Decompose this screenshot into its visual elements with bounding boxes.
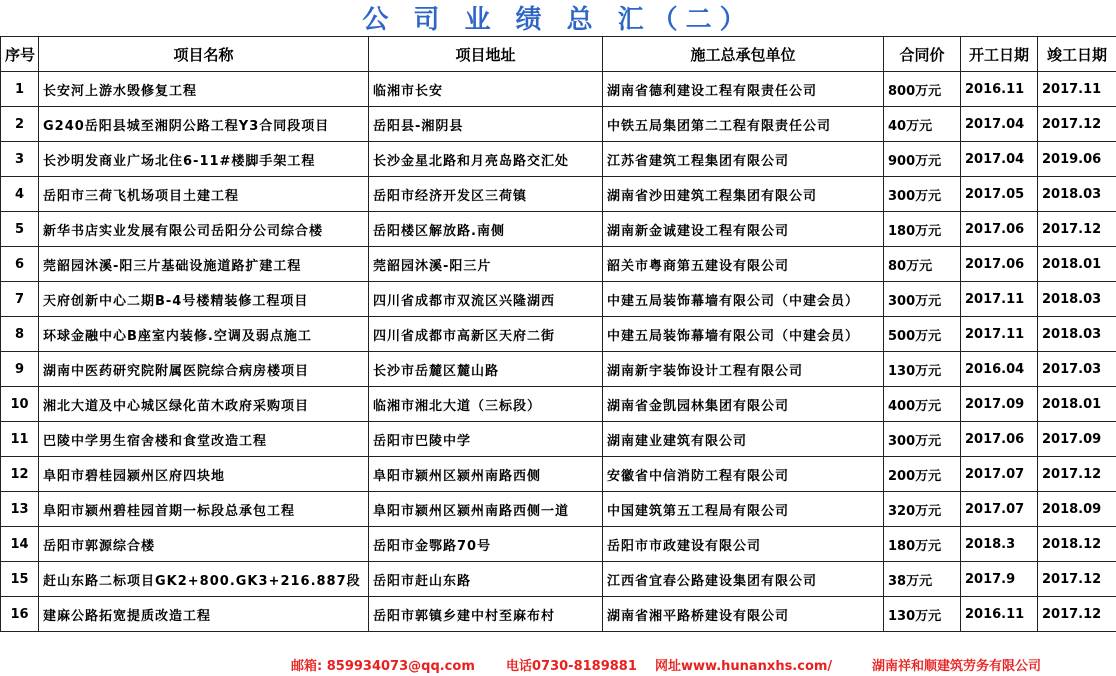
cell-contractor: 江西省宜春公路建设集团有限公司 bbox=[603, 562, 884, 597]
cell-contract-price: 40万元 bbox=[884, 107, 961, 142]
header-no: 序号 bbox=[1, 37, 39, 72]
cell-contractor: 湖南省金凯园林集团有限公司 bbox=[603, 387, 884, 422]
cell-project-address: 四川省成都市双流区兴隆湖西 bbox=[369, 282, 603, 317]
cell-contractor: 中国建筑第五工程局有限公司 bbox=[603, 492, 884, 527]
cell-end-date: 2017.09 bbox=[1038, 422, 1116, 457]
cell-contract-price: 900万元 bbox=[884, 142, 961, 177]
cell-contractor: 岳阳市市政建设有限公司 bbox=[603, 527, 884, 562]
cell-start-date: 2017.07 bbox=[961, 492, 1038, 527]
cell-contractor: 江苏省建筑工程集团有限公司 bbox=[603, 142, 884, 177]
cell-no: 11 bbox=[1, 422, 39, 457]
cell-end-date: 2017.11 bbox=[1038, 72, 1116, 107]
cell-contractor: 湖南省德利建设工程有限责任公司 bbox=[603, 72, 884, 107]
table-row bbox=[1, 457, 1116, 492]
contact-footer bbox=[0, 652, 1116, 676]
cell-project-name: 长安河上游水毁修复工程 bbox=[39, 72, 369, 107]
cell-no: 16 bbox=[1, 597, 39, 632]
cell-project-name: 建麻公路拓宽提质改造工程 bbox=[39, 597, 369, 632]
cell-no: 4 bbox=[1, 177, 39, 212]
table-row bbox=[1, 422, 1116, 457]
cell-contract-price: 300万元 bbox=[884, 177, 961, 212]
cell-start-date: 2017.11 bbox=[961, 282, 1038, 317]
cell-no: 5 bbox=[1, 212, 39, 247]
cell-contractor: 安徽省中信消防工程有限公司 bbox=[603, 457, 884, 492]
cell-project-name: 岳阳市三荷飞机场项目土建工程 bbox=[39, 177, 369, 212]
cell-contractor: 湖南新宇装饰设计工程有限公司 bbox=[603, 352, 884, 387]
page-title: 公 司 业 绩 总 汇（二） bbox=[362, 5, 754, 35]
cell-start-date: 2017.04 bbox=[961, 142, 1038, 177]
table-row bbox=[1, 317, 1116, 352]
table-row bbox=[1, 387, 1116, 422]
cell-contractor: 湖南省湘平路桥建设有限公司 bbox=[603, 597, 884, 632]
cell-project-name: 莞韶园沐溪-阳三片基础设施道路扩建工程 bbox=[39, 247, 369, 282]
cell-contract-price: 38万元 bbox=[884, 562, 961, 597]
cell-project-address: 临湘市长安 bbox=[369, 72, 603, 107]
header-start-date: 开工日期 bbox=[961, 37, 1038, 72]
cell-end-date: 2018.03 bbox=[1038, 177, 1116, 212]
cell-no: 12 bbox=[1, 457, 39, 492]
cell-contract-price: 400万元 bbox=[884, 387, 961, 422]
cell-project-address: 岳阳楼区解放路.南侧 bbox=[369, 212, 603, 247]
cell-end-date: 2017.12 bbox=[1038, 212, 1116, 247]
table-row bbox=[1, 247, 1116, 282]
cell-start-date: 2016.11 bbox=[961, 72, 1038, 107]
cell-contract-price: 130万元 bbox=[884, 597, 961, 632]
table-row bbox=[1, 492, 1116, 527]
cell-end-date: 2017.12 bbox=[1038, 457, 1116, 492]
table-row bbox=[1, 597, 1116, 632]
cell-start-date: 2017.9 bbox=[961, 562, 1038, 597]
table-row bbox=[1, 527, 1116, 562]
table-row bbox=[1, 107, 1116, 142]
cell-no: 9 bbox=[1, 352, 39, 387]
cell-no: 6 bbox=[1, 247, 39, 282]
cell-contractor: 韶关市粤商第五建设有限公司 bbox=[603, 247, 884, 282]
cell-contract-price: 130万元 bbox=[884, 352, 961, 387]
cell-no: 13 bbox=[1, 492, 39, 527]
cell-project-address: 临湘市湘北大道（三标段） bbox=[369, 387, 603, 422]
cell-contract-price: 300万元 bbox=[884, 422, 961, 457]
cell-contract-price: 800万元 bbox=[884, 72, 961, 107]
cell-start-date: 2017.11 bbox=[961, 317, 1038, 352]
cell-project-name: G240岳阳县城至湘阴公路工程Y3合同段项目 bbox=[39, 107, 369, 142]
cell-start-date: 2017.06 bbox=[961, 422, 1038, 457]
cell-no: 2 bbox=[1, 107, 39, 142]
cell-project-name: 新华书店实业发展有限公司岳阳分公司综合楼 bbox=[39, 212, 369, 247]
cell-contract-price: 300万元 bbox=[884, 282, 961, 317]
cell-no: 8 bbox=[1, 317, 39, 352]
cell-project-address: 岳阳市巴陵中学 bbox=[369, 422, 603, 457]
cell-project-address: 阜阳市颍州区颍州南路西侧一道 bbox=[369, 492, 603, 527]
cell-start-date: 2017.05 bbox=[961, 177, 1038, 212]
cell-start-date: 2016.11 bbox=[961, 597, 1038, 632]
cell-contract-price: 180万元 bbox=[884, 212, 961, 247]
cell-contract-price: 180万元 bbox=[884, 527, 961, 562]
cell-end-date: 2018.03 bbox=[1038, 317, 1116, 352]
cell-no: 10 bbox=[1, 387, 39, 422]
cell-project-address: 岳阳市赶山东路 bbox=[369, 562, 603, 597]
cell-project-name: 湘北大道及中心城区绿化苗木政府采购项目 bbox=[39, 387, 369, 422]
cell-contractor: 湖南新金诚建设工程有限公司 bbox=[603, 212, 884, 247]
cell-contractor: 中建五局装饰幕墙有限公司（中建会员） bbox=[603, 317, 884, 352]
cell-end-date: 2018.01 bbox=[1038, 387, 1116, 422]
header-contract-price: 合同价 bbox=[884, 37, 961, 72]
footer-website: 网址www.hunanxhs.com/ bbox=[655, 659, 833, 674]
cell-project-name: 赶山东路二标项目GK2+800.GK3+216.887段 bbox=[39, 562, 369, 597]
cell-project-name: 环球金融中心B座室内装修.空调及弱点施工 bbox=[39, 317, 369, 352]
table-row bbox=[1, 562, 1116, 597]
cell-contractor: 中建五局装饰幕墙有限公司（中建会员） bbox=[603, 282, 884, 317]
cell-start-date: 2017.04 bbox=[961, 107, 1038, 142]
cell-contractor: 中铁五局集团第二工程有限责任公司 bbox=[603, 107, 884, 142]
cell-start-date: 2017.06 bbox=[961, 247, 1038, 282]
cell-end-date: 2017.03 bbox=[1038, 352, 1116, 387]
cell-end-date: 2018.01 bbox=[1038, 247, 1116, 282]
table-header-row bbox=[1, 37, 1116, 72]
cell-project-address: 长沙市岳麓区麓山路 bbox=[369, 352, 603, 387]
cell-contractor: 湖南省沙田建筑工程集团有限公司 bbox=[603, 177, 884, 212]
cell-end-date: 2018.12 bbox=[1038, 527, 1116, 562]
cell-end-date: 2019.06 bbox=[1038, 142, 1116, 177]
table-row bbox=[1, 72, 1116, 107]
cell-project-address: 阜阳市颍州区颍州南路西侧 bbox=[369, 457, 603, 492]
cell-start-date: 2017.09 bbox=[961, 387, 1038, 422]
footer-company: 湖南祥和顺建筑劳务有限公司 bbox=[872, 659, 1042, 674]
table-row bbox=[1, 177, 1116, 212]
cell-end-date: 2017.12 bbox=[1038, 107, 1116, 142]
cell-project-address: 岳阳市金鄂路70号 bbox=[369, 527, 603, 562]
cell-contractor: 湖南建业建筑有限公司 bbox=[603, 422, 884, 457]
cell-no: 7 bbox=[1, 282, 39, 317]
footer-phone: 电话0730-8189881 bbox=[506, 659, 637, 674]
cell-contract-price: 200万元 bbox=[884, 457, 961, 492]
cell-project-name: 巴陵中学男生宿舍楼和食堂改造工程 bbox=[39, 422, 369, 457]
header-project-address: 项目地址 bbox=[369, 37, 603, 72]
cell-project-name: 湖南中医药研究院附属医院综合病房楼项目 bbox=[39, 352, 369, 387]
cell-project-name: 阜阳市碧桂园颍州区府四块地 bbox=[39, 457, 369, 492]
cell-contract-price: 80万元 bbox=[884, 247, 961, 282]
header-contractor: 施工总承包单位 bbox=[603, 37, 884, 72]
cell-start-date: 2018.3 bbox=[961, 527, 1038, 562]
cell-project-address: 莞韶园沐溪-阳三片 bbox=[369, 247, 603, 282]
cell-project-name: 长沙明发商业广场北住6-11#楼脚手架工程 bbox=[39, 142, 369, 177]
table-row bbox=[1, 212, 1116, 247]
cell-contract-price: 320万元 bbox=[884, 492, 961, 527]
cell-project-name: 天府创新中心二期B-4号楼精装修工程项目 bbox=[39, 282, 369, 317]
table-row bbox=[1, 142, 1116, 177]
cell-no: 15 bbox=[1, 562, 39, 597]
cell-project-name: 阜阳市颍州碧桂园首期一标段总承包工程 bbox=[39, 492, 369, 527]
cell-project-address: 岳阳县-湘阴县 bbox=[369, 107, 603, 142]
cell-project-address: 岳阳市郭镇乡建中村至麻布村 bbox=[369, 597, 603, 632]
cell-no: 1 bbox=[1, 72, 39, 107]
table-body bbox=[1, 72, 1116, 632]
cell-project-address: 长沙金星北路和月亮岛路交汇处 bbox=[369, 142, 603, 177]
cell-end-date: 2017.12 bbox=[1038, 597, 1116, 632]
cell-end-date: 2018.03 bbox=[1038, 282, 1116, 317]
performance-table bbox=[0, 36, 1116, 632]
cell-end-date: 2018.09 bbox=[1038, 492, 1116, 527]
header-end-date: 竣工日期 bbox=[1038, 37, 1116, 72]
footer-email: 邮箱: 859934073@qq.com bbox=[291, 659, 475, 674]
cell-start-date: 2017.07 bbox=[961, 457, 1038, 492]
cell-start-date: 2016.04 bbox=[961, 352, 1038, 387]
cell-no: 3 bbox=[1, 142, 39, 177]
table-row bbox=[1, 282, 1116, 317]
cell-end-date: 2017.12 bbox=[1038, 562, 1116, 597]
cell-start-date: 2017.06 bbox=[961, 212, 1038, 247]
header-project-name: 项目名称 bbox=[39, 37, 369, 72]
cell-project-address: 四川省成都市高新区天府二街 bbox=[369, 317, 603, 352]
cell-contract-price: 500万元 bbox=[884, 317, 961, 352]
cell-project-address: 岳阳市经济开发区三荷镇 bbox=[369, 177, 603, 212]
cell-no: 14 bbox=[1, 527, 39, 562]
cell-project-name: 岳阳市郭源综合楼 bbox=[39, 527, 369, 562]
table-row bbox=[1, 352, 1116, 387]
